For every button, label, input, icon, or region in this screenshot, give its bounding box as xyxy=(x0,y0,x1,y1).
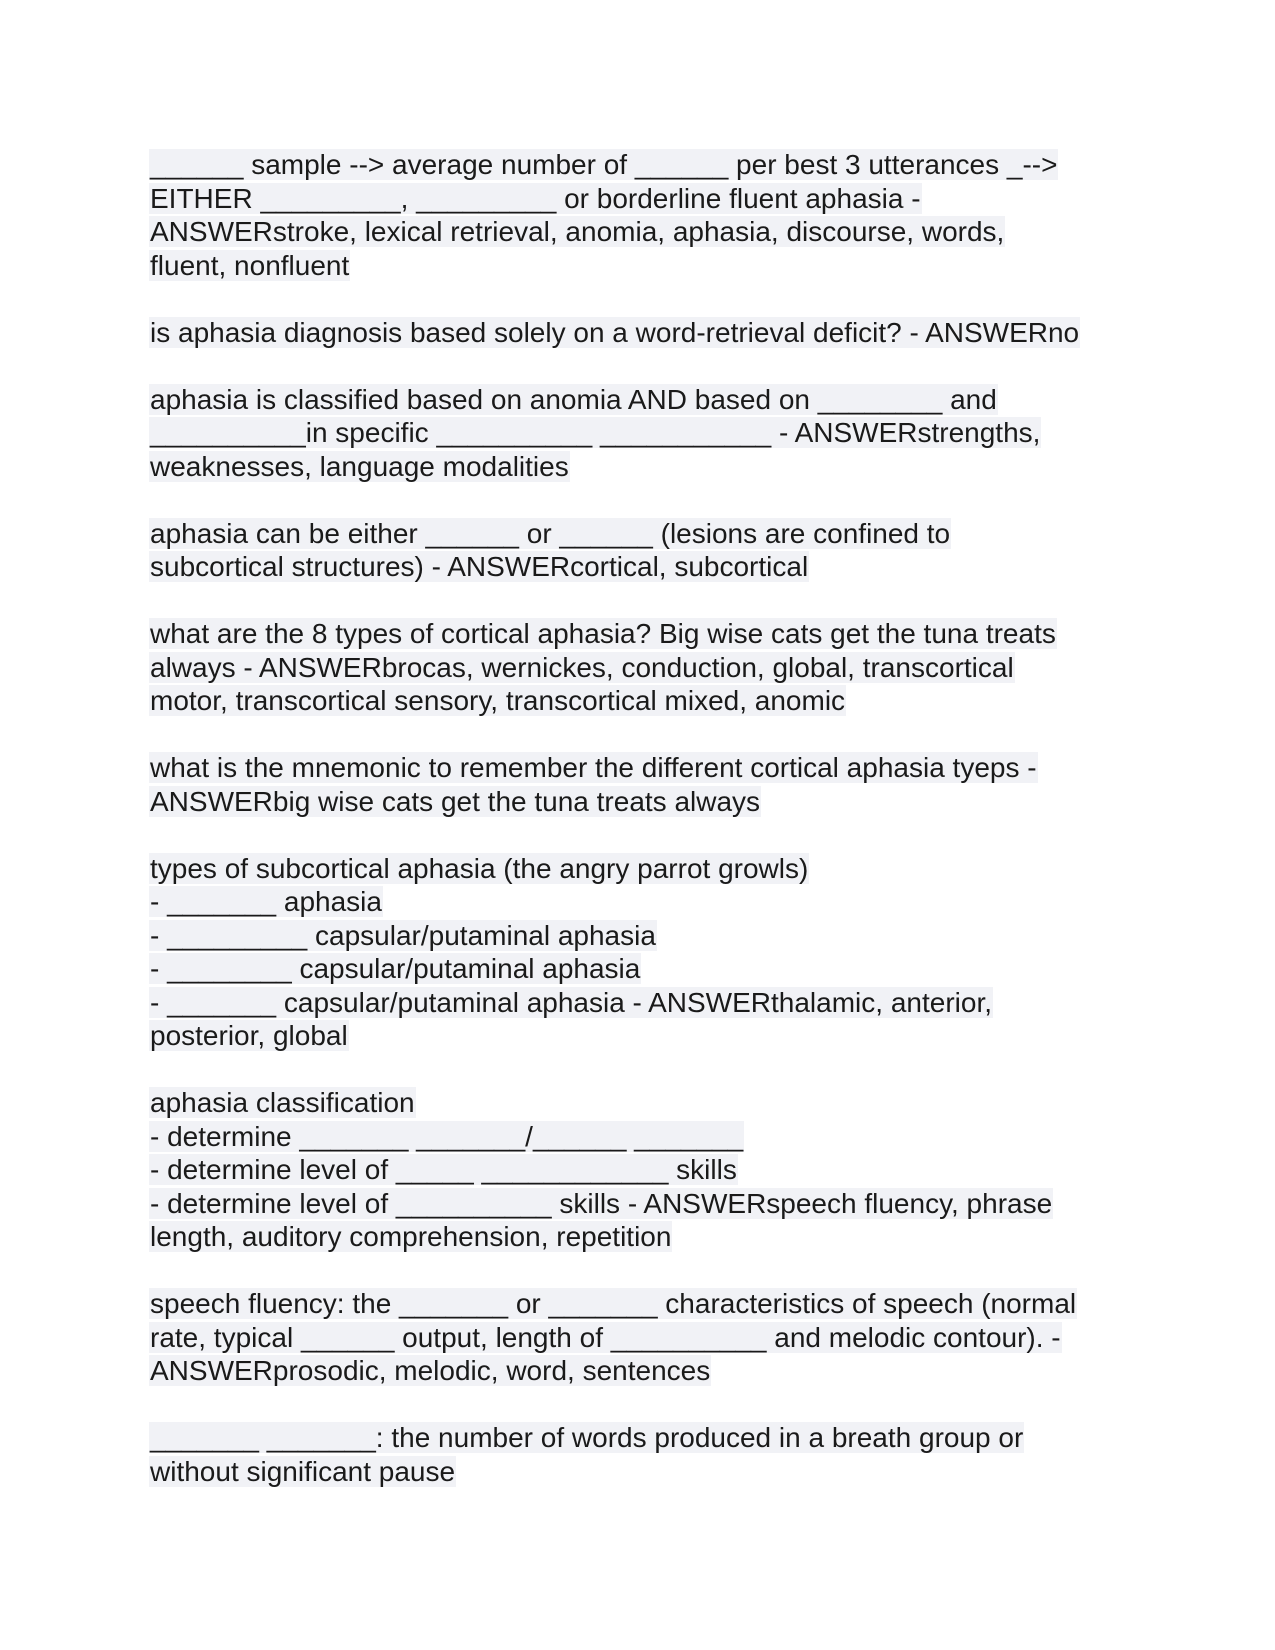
text-line xyxy=(149,952,1124,986)
text-line xyxy=(149,1019,1124,1053)
text-line xyxy=(149,1120,1124,1154)
text-line xyxy=(149,148,1124,182)
qa-entry xyxy=(149,852,1124,1053)
text-line xyxy=(149,550,1124,584)
text-line xyxy=(149,986,1124,1020)
flashcard-text-body xyxy=(149,148,1124,1522)
text-line xyxy=(149,249,1124,283)
highlighted-text: without significant pause xyxy=(150,1455,456,1487)
text-line xyxy=(149,617,1124,651)
text-line xyxy=(149,919,1124,953)
highlighted-text: ANSWERstroke, lexical retrieval, anomia, aphasia, discourse, words, xyxy=(150,216,1005,247)
highlighted-text: weaknesses, language modalities xyxy=(150,450,569,482)
text-line xyxy=(149,1287,1124,1321)
text-line xyxy=(149,684,1124,718)
highlighted-text: is aphasia diagnosis based solely on a word-retrieval deficit? - ANSWERno xyxy=(150,316,1080,348)
highlighted-text: what is the mnemonic to remember the different cortical aphasia tyeps - xyxy=(150,752,1037,783)
text-line xyxy=(149,1220,1124,1254)
text-line xyxy=(149,651,1124,685)
highlighted-text: speech fluency: the _______ or _______ characteristics of speech (normal xyxy=(150,1288,1077,1319)
highlighted-text: always - ANSWERbrocas, wernickes, conduction, global, transcortical xyxy=(150,651,1014,683)
text-line xyxy=(149,1421,1124,1455)
highlighted-text: - _________ capsular/putaminal aphasia xyxy=(150,919,656,951)
qa-entry xyxy=(149,1421,1124,1488)
text-line xyxy=(149,1354,1124,1388)
highlighted-text: types of subcortical aphasia (the angry parrot growls) xyxy=(150,852,809,884)
highlighted-text: - determine level of __________ skills - ANSWERspeech fluency, phrase xyxy=(150,1187,1053,1219)
highlighted-text: __________in specific __________ ___________ - ANSWERstrengths, xyxy=(150,417,1041,448)
highlighted-text: - determine level of _____ ____________ skills xyxy=(150,1154,737,1185)
text-line xyxy=(149,885,1124,919)
highlighted-text: EITHER _________, _________ or borderline fluent aphasia - xyxy=(150,182,921,214)
highlighted-text: ______ sample --> average number of ______ per best 3 utterances _--> xyxy=(150,149,1058,180)
qa-entry xyxy=(149,751,1124,818)
text-line xyxy=(149,785,1124,819)
highlighted-text: subcortical structures) - ANSWERcortical, subcortical xyxy=(150,551,809,582)
highlighted-text: ANSWERprosodic, melodic, word, sentences xyxy=(150,1355,711,1386)
text-line xyxy=(149,416,1124,450)
highlighted-text: - ________ capsular/putaminal aphasia xyxy=(150,953,641,984)
text-line xyxy=(149,1187,1124,1221)
qa-entry xyxy=(149,517,1124,584)
text-line xyxy=(149,751,1124,785)
qa-entry xyxy=(149,316,1124,350)
text-line xyxy=(149,383,1124,417)
text-line xyxy=(149,450,1124,484)
highlighted-text: rate, typical ______ output, length of __________ and melodic contour). - xyxy=(150,1321,1061,1353)
highlighted-text: fluent, nonfluent xyxy=(150,249,350,281)
highlighted-text: aphasia can be either ______ or ______ (lesions are confined to xyxy=(150,517,951,549)
text-line xyxy=(149,517,1124,551)
qa-entry xyxy=(149,383,1124,484)
text-line xyxy=(149,1321,1124,1355)
qa-entry xyxy=(149,1287,1124,1388)
text-line xyxy=(149,316,1124,350)
qa-entry xyxy=(149,1086,1124,1254)
qa-entry xyxy=(149,617,1124,718)
highlighted-text: ANSWERbig wise cats get the tuna treats always xyxy=(150,785,761,817)
text-line xyxy=(149,215,1124,249)
text-line xyxy=(149,1455,1124,1489)
qa-entry xyxy=(149,148,1124,282)
highlighted-text: motor, transcortical sensory, transcortical mixed, anomic xyxy=(150,685,846,716)
text-line xyxy=(149,182,1124,216)
highlighted-text: aphasia classification xyxy=(150,1087,415,1118)
highlighted-text: posterior, global xyxy=(150,1020,348,1051)
highlighted-text: - determine _______ _______/______ _______ xyxy=(150,1120,744,1152)
highlighted-text: - _______ aphasia xyxy=(150,886,382,917)
highlighted-text: aphasia is classified based on anomia AND based on ________ and xyxy=(150,383,997,415)
highlighted-text: _______ _______: the number of words produced in a breath group or xyxy=(150,1422,1024,1453)
highlighted-text: - _______ capsular/putaminal aphasia - ANSWERthalamic, anterior, xyxy=(150,986,992,1018)
highlighted-text: length, auditory comprehension, repetition xyxy=(150,1221,672,1252)
text-line xyxy=(149,1153,1124,1187)
text-line xyxy=(149,852,1124,886)
highlighted-text: what are the 8 types of cortical aphasia? Big wise cats get the tuna treats xyxy=(150,618,1056,649)
text-line xyxy=(149,1086,1124,1120)
